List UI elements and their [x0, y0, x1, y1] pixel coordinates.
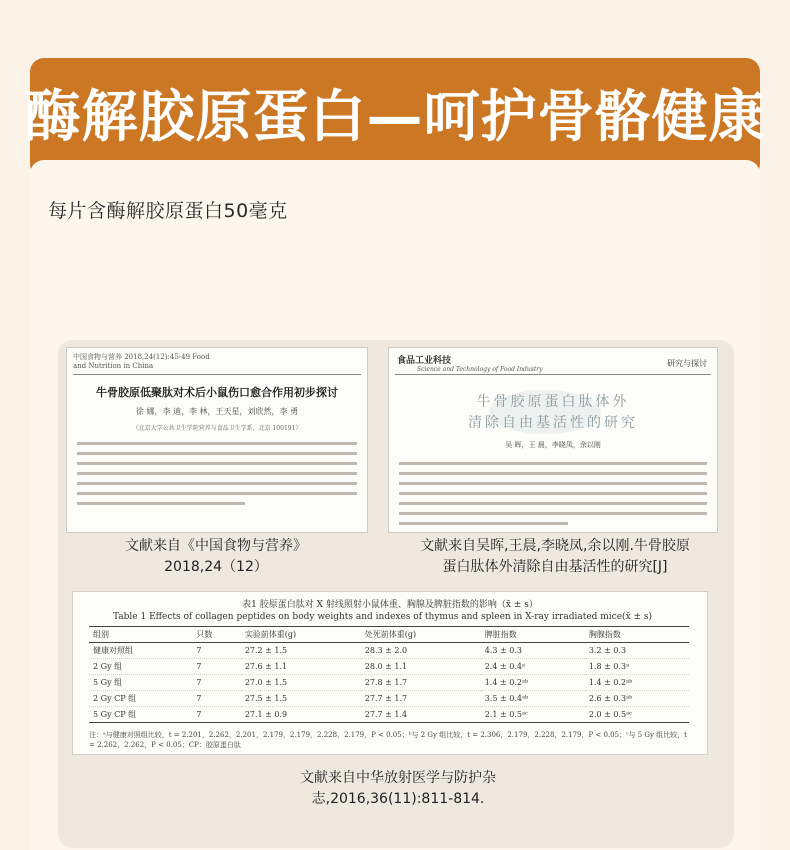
table-footnote: 注：ᵃ与健康对照组比较，t = 2.201，2.262，2.201，2.179，2.179，2.228，2.179，P < 0.05；ᵇ与 2 Gy 组比较，t = 2.306，2.179，2.228，2.179，P < 0.05；ᶜ与 5 Gy 组比较，t = 2.262，2.262，P < 0.05；CP：胶原蛋白肽 — [89, 731, 687, 749]
table-caption-en: Table 1 Effects of collagen peptides on body weights and indexes of thymus and spleen in X-ray irradiated mice(x̄ ± s) — [113, 612, 653, 622]
table-cell: 1.4 ± 0.2ᵃᵇ — [585, 675, 689, 691]
subtitle: 每片含酶解胶原蛋白50毫克 — [48, 200, 288, 222]
table-cell: 3.2 ± 0.3 — [585, 643, 689, 659]
caption-3-line-2: 志,2016,36(11):811-814. — [311, 791, 485, 807]
table-cell: 7 — [192, 691, 240, 707]
paper-title-line-2: 清除自由基活性的研究 — [468, 415, 638, 431]
table-row — [89, 643, 689, 659]
table-cell: 27.5 ± 1.5 — [241, 691, 361, 707]
table-cell: 27.1 ± 0.9 — [241, 707, 361, 723]
table-cell: 2.6 ± 0.3ᵃᵇ — [585, 691, 689, 707]
divider — [395, 374, 711, 375]
table-cell: 健康对照组 — [89, 643, 192, 659]
divider — [73, 374, 361, 375]
caption-3 — [220, 768, 576, 810]
table-header-row — [89, 627, 689, 643]
table-cell: 27.7 ± 1.4 — [361, 707, 481, 723]
column-header: 实验前体重(g) — [241, 627, 361, 643]
table-row — [89, 707, 689, 723]
caption-2-line-2: 蛋白肽体外清除自由基活性的研究[J] — [442, 559, 668, 575]
table-cell: 7 — [192, 643, 240, 659]
table-cell: 7 — [192, 659, 240, 675]
column-header: 组别 — [89, 627, 192, 643]
caption-1-line-2: 2018,24（12） — [164, 559, 268, 575]
caption-2-line-1: 文献来自吴晖,王晨,李晓凤,余以刚.牛骨胶原 — [420, 538, 690, 554]
table-cell: 7 — [192, 675, 240, 691]
table-caption-cn: 表1 胶原蛋白肽对 X 射线照射小鼠体重、胸腺及脾脏指数的影响（x̄ ± s） — [242, 600, 538, 610]
table-cell: 27.8 ± 1.7 — [361, 675, 481, 691]
abstract-text-block — [77, 442, 357, 512]
table-cell: 7 — [192, 707, 240, 723]
paper-image-2 — [388, 347, 718, 533]
table-cell: 27.6 ± 1.1 — [241, 659, 361, 675]
table-cell: 28.3 ± 2.0 — [361, 643, 481, 659]
table-row — [89, 659, 689, 675]
table-cell: 2 Gy CP 组 — [89, 691, 192, 707]
data-table — [89, 626, 689, 723]
table-cell: 5 Gy 组 — [89, 675, 192, 691]
table-cell: 27.0 ± 1.5 — [241, 675, 361, 691]
paper-authors: 徐 娜，李 迪，李 林，王天星，刘欣然，李 勇 — [135, 407, 299, 416]
table-row — [89, 675, 689, 691]
journal-subtitle: Science and Technology of Food Industry — [417, 366, 543, 373]
column-header: 胸腺指数 — [585, 627, 689, 643]
table-cell: 27.2 ± 1.5 — [241, 643, 361, 659]
journal-section: 研究与探讨 — [667, 359, 707, 368]
table-cell: 2 Gy 组 — [89, 659, 192, 675]
table-cell: 28.0 ± 1.1 — [361, 659, 481, 675]
paper-authors: 吴 晖，王 晨，李晓凤，余以刚 — [505, 441, 601, 449]
paper-title — [389, 392, 717, 434]
column-header: 只数 — [192, 627, 240, 643]
paper-affiliation: （北京大学公共卫生学院营养与食品卫生学系，北京 100191） — [132, 425, 302, 432]
table-cell: 4.3 ± 0.3 — [481, 643, 585, 659]
caption-1-line-1: 文献来自《中国食物与营养》 — [125, 538, 307, 554]
caption-3-line-1: 文献来自中华放射医学与防护杂 — [300, 770, 496, 786]
journal-brand: 食品工业科技 — [397, 356, 452, 366]
paper-title: 牛骨胶原低聚肽对术后小鼠伤口愈合作用初步探讨 — [96, 386, 338, 399]
table-image — [72, 591, 708, 755]
column-header: 脾脏指数 — [481, 627, 585, 643]
paper-title-line-1: 牛骨胶原蛋白肽体外 — [476, 394, 630, 410]
banner-title: 酶解胶原蛋白—呵护骨骼健康 — [24, 85, 766, 150]
abstract-text-block — [399, 462, 707, 532]
paper-header: 中国食物与营养 2018,24(12):45-49 Food and Nutrition in China — [73, 353, 210, 370]
caption-1 — [70, 536, 362, 578]
table-cell: 27.7 ± 1.7 — [361, 691, 481, 707]
table-row — [89, 691, 689, 707]
caption-2 — [392, 536, 718, 578]
table-cell: 1.8 ± 0.3ᵃ — [585, 659, 689, 675]
table-cell: 2.4 ± 0.4ᵃ — [481, 659, 585, 675]
table-cell: 2.1 ± 0.5ᵃᶜ — [481, 707, 585, 723]
table-cell: 3.5 ± 0.4ᵃᵇ — [481, 691, 585, 707]
table-cell: 5 Gy CP 组 — [89, 707, 192, 723]
paper-image-1 — [66, 347, 368, 533]
table-cell: 2.0 ± 0.5ᵃᶜ — [585, 707, 689, 723]
table-cell: 1.4 ± 0.2ᵃᵇ — [481, 675, 585, 691]
column-header: 处死前体重(g) — [361, 627, 481, 643]
